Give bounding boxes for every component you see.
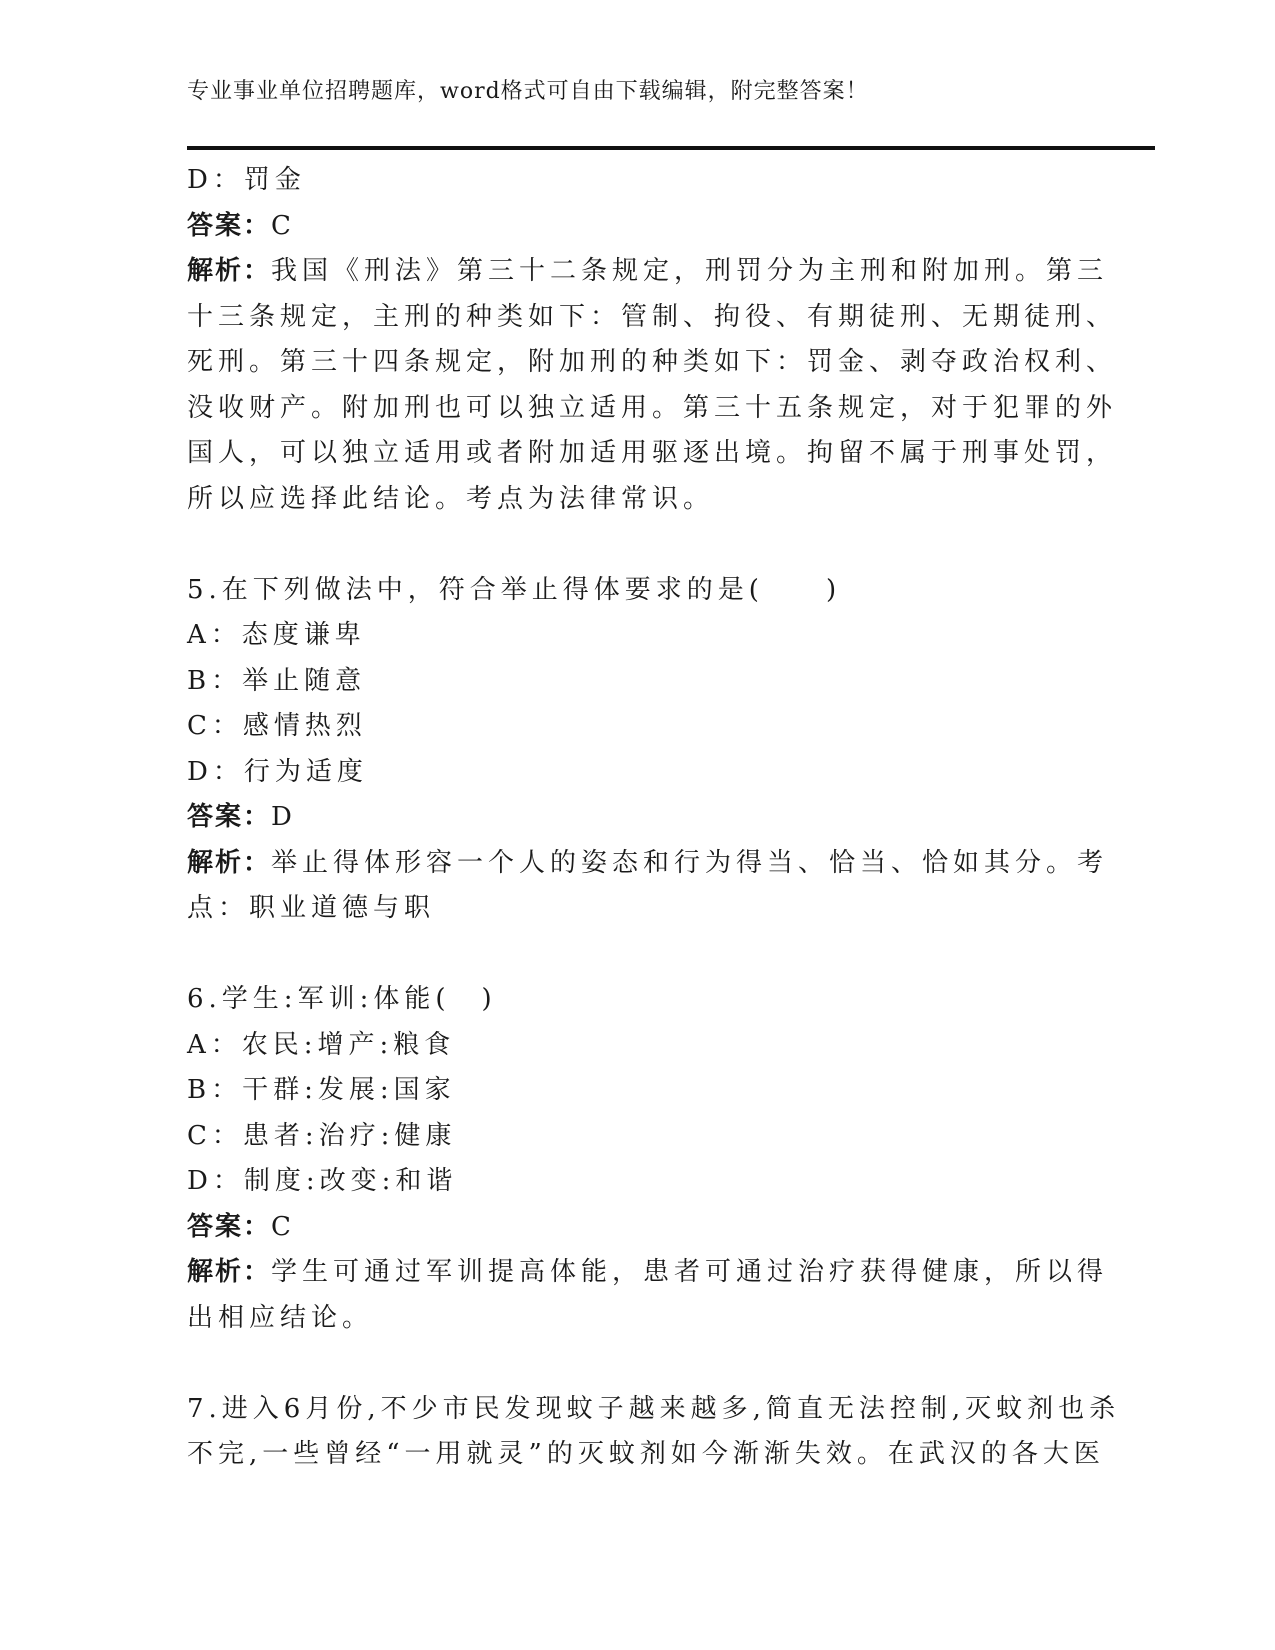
answer-label: 答案： <box>187 802 272 832</box>
spacer <box>187 1341 1087 1387</box>
spacer <box>187 522 1087 568</box>
q4-analysis-line: 国人，可以独立适用或者附加适用驱逐出境。拘留不属于刑事处罚， <box>187 438 1118 468</box>
q4-analysis-line: 没收财产。附加刑也可以独立适用。第三十五条规定，对于犯罪的外 <box>187 392 1118 423</box>
answer-value: C <box>271 1211 296 1242</box>
q5-analysis-line: 解析：举止得体形容一个人的姿态和行为得当、恰当、恰如其分。考 <box>187 847 1109 878</box>
answer-label: 答案： <box>187 1211 272 1242</box>
q4-analysis-line: 所以应选择此结论。考点为法律常识。 <box>187 483 715 514</box>
q5-analysis-line: 点：职业道德与职 <box>187 893 436 923</box>
analysis-label: 解析： <box>187 847 272 878</box>
q6-analysis-line: 出相应结论。 <box>187 1302 374 1333</box>
q5-option-c: C：感情热烈 <box>187 711 367 741</box>
q4-option-d: D：罚金 <box>187 165 306 195</box>
q5-option-d: D：行为适度 <box>187 756 368 787</box>
q7-stem-line: 不完,一些曾经“一用就灵”的灭蚊剂如今渐渐失效。在武汉的各大医 <box>187 1439 1105 1469</box>
q6-option-c: C：患者:治疗:健康 <box>187 1120 457 1151</box>
q6-option-d: D：制度:改变:和谐 <box>187 1166 458 1196</box>
q6-answer <box>187 1205 1087 1251</box>
analysis-label: 解析： <box>187 1257 272 1287</box>
q5-answer <box>187 795 1087 841</box>
q6-stem: 6.学生:军训:体能( ) <box>187 984 497 1014</box>
answer-label: 答案： <box>187 210 272 241</box>
q4-analysis-line: 十三条规定，主刑的种类如下：管制、拘役、有期徒刑、无期徒刑、 <box>187 301 1118 332</box>
spacer <box>187 932 1087 978</box>
page-header: 专业事业单位招聘题库，word格式可自由下载编辑，附完整答案！ <box>187 79 869 104</box>
q7-stem-line: 7.进入6月份,不少市民发现蚊子越来越多,简直无法控制,灭蚊剂也杀 <box>187 1393 1121 1424</box>
q6-analysis-line: 解析：学生可通过军训提高体能，患者可通过治疗获得健康，所以得 <box>187 1257 1109 1287</box>
q6-option-b: B：干群:发展:国家 <box>187 1075 456 1105</box>
q6-option-a: A：农民:增产:粮食 <box>187 1029 456 1060</box>
q4-analysis-line: 死刑。第三十四条规定，附加刑的种类如下：罚金、剥夺政治权利、 <box>187 347 1118 377</box>
analysis-label: 解析： <box>187 256 272 286</box>
q5-option-a: A：态度谦卑 <box>187 620 366 650</box>
q5-stem: 5.在下列做法中，符合举止得体要求的是( ) <box>187 574 842 605</box>
header-divider <box>187 146 1155 150</box>
q4-analysis-line: 解析：我国《刑法》第三十二条规定，刑罚分为主刑和附加刑。第三 <box>187 256 1109 286</box>
answer-value: C <box>271 210 296 241</box>
answer-value: D <box>271 802 297 832</box>
document-body <box>187 158 1121 1478</box>
q4-answer <box>187 204 1087 250</box>
q5-option-b: B：举止随意 <box>187 665 367 696</box>
